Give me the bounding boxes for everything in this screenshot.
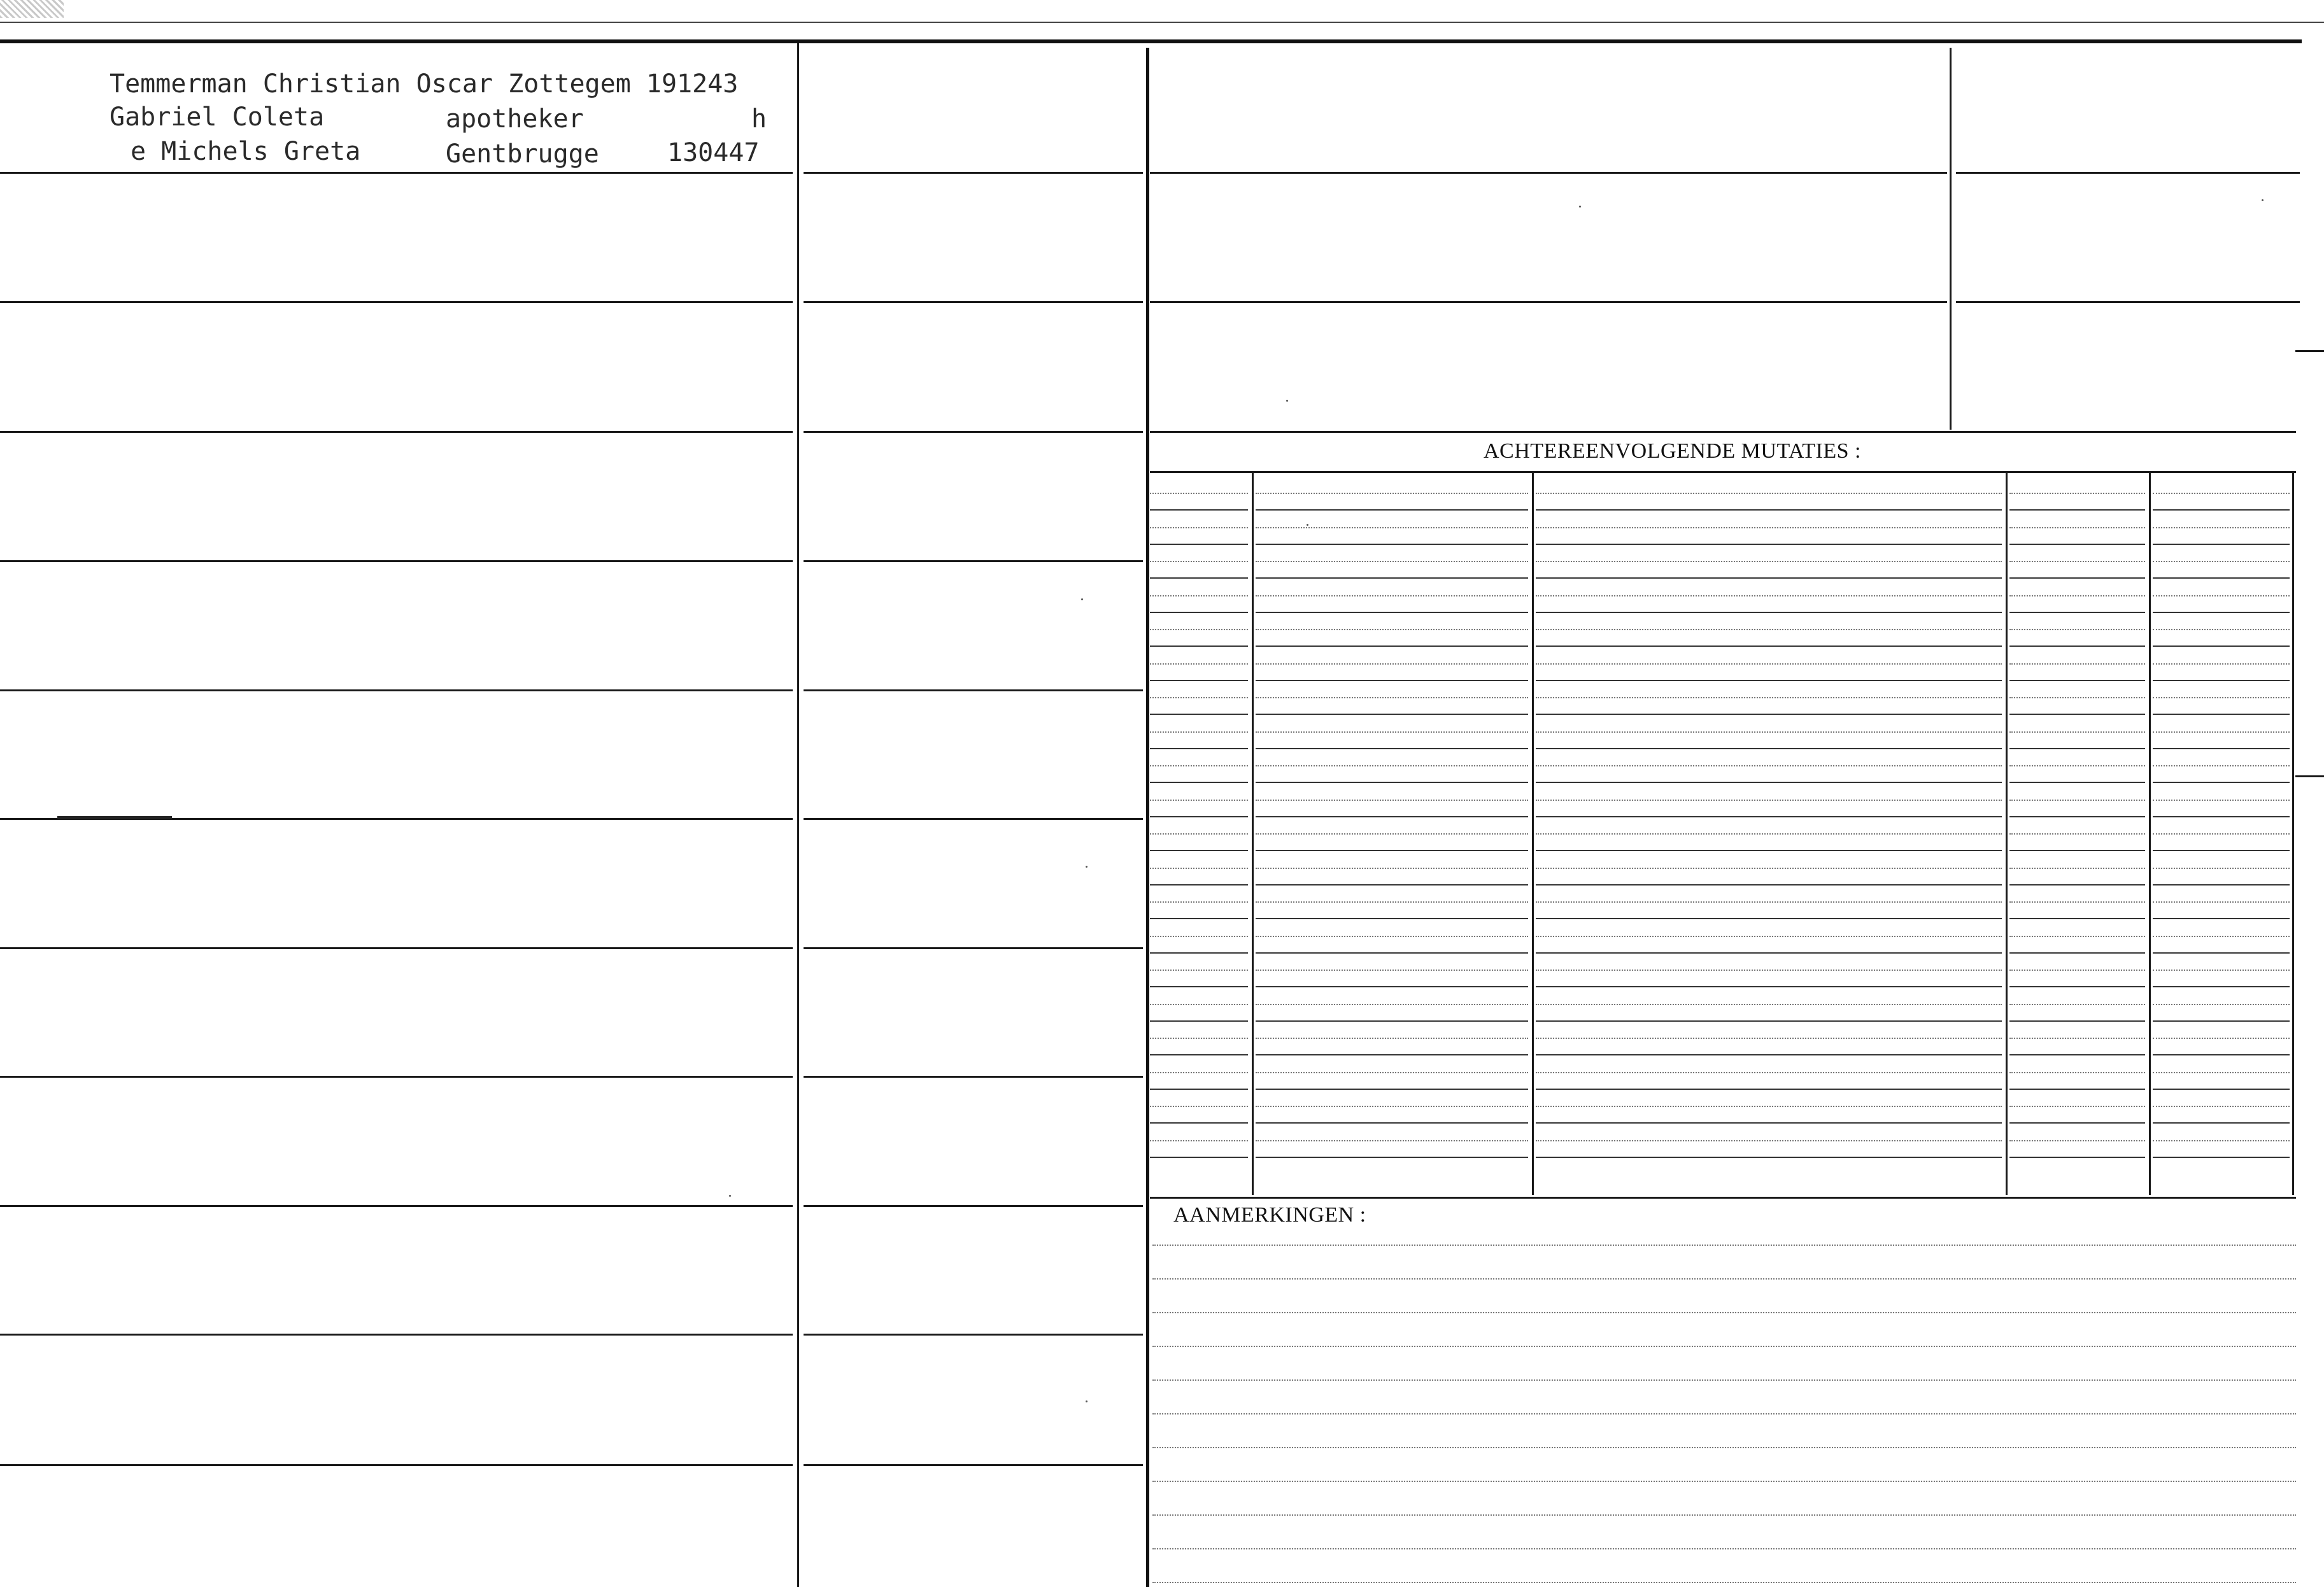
mutaties-row-line — [2153, 850, 2290, 851]
speck — [1579, 206, 1581, 208]
middle-row-line — [804, 1334, 1143, 1336]
speck — [2262, 199, 2264, 201]
mutaties-heading: ACHTEREENVOLGENDE MUTATIES : — [1484, 439, 1861, 463]
record-second-spouse: e Michels Greta — [131, 137, 361, 166]
mutaties-row-line — [2009, 918, 2145, 919]
mutaties-dotted-line — [2009, 1038, 2145, 1039]
mutaties-dotted-line — [1256, 629, 1528, 630]
mutaties-row-line — [1536, 680, 2002, 681]
mutaties-dotted-line — [1150, 1004, 1248, 1005]
mutaties-dotted-line — [1256, 800, 1528, 801]
mutaties-dotted-line — [2009, 765, 2145, 766]
mutaties-dotted-line — [1256, 527, 1528, 528]
mutaties-row-line — [1150, 544, 1248, 545]
mutaties-dotted-line — [2153, 1140, 2290, 1141]
mutaties-dotted-line — [1536, 936, 2002, 937]
mutaties-dotted-line — [1536, 765, 2002, 766]
mutaties-dotted-line — [1536, 663, 2002, 665]
mutaties-row-line — [1536, 884, 2002, 885]
mutaties-dotted-line — [2153, 970, 2290, 971]
mutaties-dotted-line — [2153, 901, 2290, 903]
mutaties-row-line — [1256, 1089, 1528, 1090]
mutaties-dotted-line — [2009, 493, 2145, 494]
mutaties-row-line — [2009, 680, 2145, 681]
mutaties-right-border — [2292, 472, 2294, 1195]
mutaties-row-line — [2153, 680, 2290, 681]
mutaties-dotted-line — [1256, 970, 1528, 971]
scan-corner-mark — [0, 0, 64, 18]
mutaties-dotted-line — [1536, 561, 2002, 562]
mutaties-dotted-line — [1150, 731, 1248, 733]
mutaties-row-line — [2009, 748, 2145, 749]
mutaties-row-line — [2009, 714, 2145, 715]
mutaties-dotted-line — [1256, 731, 1528, 733]
mutaties-dotted-line — [1256, 663, 1528, 665]
mutaties-row-line — [1150, 645, 1248, 647]
speck — [1081, 598, 1083, 600]
mutaties-dotted-line — [1256, 697, 1528, 698]
mutaties-row-line — [2153, 1157, 2290, 1158]
mutaties-row-line — [1150, 850, 1248, 851]
mutaties-row-line — [1150, 748, 1248, 749]
right-row-line — [1956, 301, 2300, 303]
mutaties-row-line — [2153, 1054, 2290, 1055]
mutaties-row-line — [1256, 952, 1528, 954]
aanmerkingen-line — [1152, 1582, 2296, 1583]
mutaties-dotted-line — [1256, 936, 1528, 937]
mutaties-dotted-line — [1256, 1140, 1528, 1141]
mutaties-row-line — [2009, 645, 2145, 647]
mutaties-row-line — [2009, 884, 2145, 885]
mutaties-dotted-line — [2009, 629, 2145, 630]
mutaties-row-line — [1150, 714, 1248, 715]
mutaties-row-line — [1150, 680, 1248, 681]
stray-pen-mark — [57, 816, 172, 819]
speck — [1307, 524, 1308, 526]
speck — [1286, 400, 1288, 402]
mutaties-dotted-line — [2009, 901, 2145, 903]
right-row-line — [1150, 301, 1947, 303]
mutaties-dotted-line — [2009, 1106, 2145, 1107]
mutaties-row-line — [2009, 782, 2145, 783]
mutaties-dotted-line — [1256, 1004, 1528, 1005]
mutaties-dotted-line — [2153, 1106, 2290, 1107]
mutaties-row-line — [2153, 544, 2290, 545]
mutaties-column-divider — [2149, 472, 2151, 1195]
top-thin-border — [0, 22, 2324, 23]
mutaties-dotted-line — [1150, 936, 1248, 937]
mutaties-dotted-line — [1150, 697, 1248, 698]
mutaties-row-line — [2153, 645, 2290, 647]
right-row-line — [1150, 172, 1947, 174]
top-thick-border — [0, 39, 2302, 43]
middle-row-line — [804, 560, 1143, 562]
mutaties-dotted-line — [1150, 800, 1248, 801]
mutaties-dotted-line — [1536, 800, 2002, 801]
mutaties-dotted-line — [1150, 527, 1248, 528]
mutaties-row-line — [1536, 612, 2002, 613]
mutaties-row-line — [1536, 1157, 2002, 1158]
mutaties-dotted-line — [1150, 868, 1248, 869]
mutaties-row-line — [1256, 816, 1528, 817]
mutaties-row-line — [1536, 782, 2002, 783]
mutaties-row-line — [2153, 714, 2290, 715]
mutaties-dotted-line — [2153, 527, 2290, 528]
right-edge-tick — [2295, 775, 2324, 777]
left-row-line — [0, 172, 793, 174]
mutaties-dotted-line — [1150, 1106, 1248, 1107]
mutaties-row-line — [1150, 816, 1248, 817]
mutaties-row-line — [1536, 544, 2002, 545]
mutaties-dotted-line — [1536, 1140, 2002, 1141]
mutaties-row-line — [2009, 816, 2145, 817]
mutaties-row-line — [2009, 544, 2145, 545]
aanmerkingen-line — [1152, 1278, 2296, 1280]
mutaties-row-line — [2153, 884, 2290, 885]
mutaties-column-divider — [1532, 472, 1534, 1195]
mutaties-row-line — [1150, 1157, 1248, 1158]
aanmerkingen-line — [1152, 1447, 2296, 1448]
mutaties-dotted-line — [1256, 868, 1528, 869]
mutaties-dotted-line — [1536, 1038, 2002, 1039]
mutaties-dotted-line — [2153, 731, 2290, 733]
mutaties-dotted-line — [1150, 493, 1248, 494]
record-code: h — [751, 104, 767, 134]
mutaties-dotted-line — [1150, 1140, 1248, 1141]
mutaties-top-line — [1150, 431, 2296, 433]
mutaties-dotted-line — [1150, 663, 1248, 665]
mutaties-row-line — [1256, 612, 1528, 613]
mutaties-dotted-line — [2009, 731, 2145, 733]
mutaties-dotted-line — [1536, 970, 2002, 971]
mutaties-row-line — [2153, 816, 2290, 817]
mutaties-row-line — [1256, 748, 1528, 749]
mutaties-row-line — [1536, 952, 2002, 954]
mutaties-dotted-line — [1150, 970, 1248, 971]
mutaties-row-line — [2153, 986, 2290, 987]
mutaties-dotted-line — [1150, 1038, 1248, 1039]
aanmerkingen-line — [1152, 1514, 2296, 1516]
mutaties-dotted-line — [1150, 765, 1248, 766]
mutaties-row-line — [2009, 1054, 2145, 1055]
mutaties-dotted-line — [2009, 1140, 2145, 1141]
mutaties-row-line — [1150, 782, 1248, 783]
mutaties-row-line — [1536, 918, 2002, 919]
mutaties-dotted-line — [1150, 901, 1248, 903]
mutaties-row-line — [2153, 577, 2290, 579]
mutaties-row-line — [1150, 1089, 1248, 1090]
left-row-line — [0, 1076, 793, 1078]
aanmerkingen-line — [1152, 1413, 2296, 1414]
aanmerkingen-line — [1152, 1548, 2296, 1549]
middle-row-line — [804, 431, 1143, 433]
left-row-line — [0, 560, 793, 562]
mutaties-dotted-line — [2009, 1072, 2145, 1073]
speck — [729, 1195, 731, 1197]
mutaties-column-divider — [2006, 472, 2008, 1195]
mutaties-dotted-line — [2153, 936, 2290, 937]
mutaties-row-line — [1256, 1122, 1528, 1124]
mutaties-dotted-line — [2153, 1038, 2290, 1039]
mutaties-dotted-line — [2009, 663, 2145, 665]
right-row-line — [1956, 172, 2300, 174]
mutaties-row-line — [1256, 986, 1528, 987]
mutaties-dotted-line — [1536, 1106, 2002, 1107]
mutaties-dotted-line — [1256, 595, 1528, 596]
mutaties-dotted-line — [1150, 629, 1248, 630]
mutaties-row-line — [1256, 544, 1528, 545]
mutaties-dotted-line — [2153, 493, 2290, 494]
aanmerkingen-line — [1152, 1346, 2296, 1347]
mutaties-dotted-line — [1256, 493, 1528, 494]
middle-row-line — [804, 301, 1143, 303]
mutaties-dotted-line — [1536, 901, 2002, 903]
mutaties-row-line — [1536, 714, 2002, 715]
mutaties-row-line — [1536, 748, 2002, 749]
left-row-line — [0, 947, 793, 949]
mutaties-row-line — [1536, 645, 2002, 647]
mutaties-row-line — [1150, 884, 1248, 885]
mutaties-dotted-line — [1536, 833, 2002, 835]
mutaties-dotted-line — [1150, 561, 1248, 562]
mutaties-bottom-line — [1150, 1197, 2296, 1199]
mutaties-row-line — [2153, 509, 2290, 511]
record-line-1: Temmerman Christian Oscar Zottegem 191243 — [110, 69, 739, 99]
mutaties-dotted-line — [1256, 901, 1528, 903]
mutaties-dotted-line — [2153, 833, 2290, 835]
mutaties-row-line — [2153, 612, 2290, 613]
mutaties-dotted-line — [2153, 868, 2290, 869]
mutaties-row-line — [1256, 509, 1528, 511]
record-place: Gentbrugge — [446, 139, 599, 169]
aanmerkingen-line — [1152, 1481, 2296, 1482]
mutaties-dotted-line — [2153, 1072, 2290, 1073]
record-date: 130447 — [667, 138, 760, 167]
mutaties-header-line — [1150, 471, 2296, 473]
middle-row-line — [804, 1205, 1143, 1207]
mutaties-dotted-line — [1256, 1106, 1528, 1107]
aanmerkingen-heading: AANMERKINGEN : — [1173, 1203, 1366, 1227]
mutaties-row-line — [1256, 577, 1528, 579]
mutaties-dotted-line — [2153, 595, 2290, 596]
mutaties-dotted-line — [1256, 1072, 1528, 1073]
mutaties-dotted-line — [2009, 936, 2145, 937]
mutaties-row-line — [1536, 1020, 2002, 1022]
mutaties-dotted-line — [2153, 800, 2290, 801]
mutaties-dotted-line — [2009, 868, 2145, 869]
mutaties-column-divider — [1252, 472, 1254, 1195]
middle-row-line — [804, 689, 1143, 691]
mutaties-row-line — [1536, 816, 2002, 817]
mutaties-dotted-line — [2009, 527, 2145, 528]
mutaties-dotted-line — [2009, 561, 2145, 562]
mutaties-dotted-line — [1150, 833, 1248, 835]
mutaties-row-line — [2009, 1157, 2145, 1158]
mutaties-dotted-line — [1256, 561, 1528, 562]
mutaties-dotted-line — [1256, 1038, 1528, 1039]
mutaties-dotted-line — [1256, 765, 1528, 766]
mutaties-row-line — [2009, 1089, 2145, 1090]
mutaties-row-line — [1536, 986, 2002, 987]
middle-row-line — [804, 1076, 1143, 1078]
middle-row-line — [804, 172, 1143, 174]
middle-row-line — [804, 818, 1143, 820]
mutaties-row-line — [2153, 918, 2290, 919]
mutaties-row-line — [1536, 509, 2002, 511]
mutaties-dotted-line — [1536, 493, 2002, 494]
mutaties-row-line — [2153, 1122, 2290, 1124]
mutaties-dotted-line — [2009, 595, 2145, 596]
mutaties-dotted-line — [1150, 1072, 1248, 1073]
record-spouse-name: Gabriel Coleta — [110, 102, 325, 132]
mutaties-dotted-line — [1536, 731, 2002, 733]
center-column-divider — [1146, 48, 1149, 1587]
mutaties-row-line — [1256, 782, 1528, 783]
mutaties-dotted-line — [2009, 1004, 2145, 1005]
mutaties-row-line — [1256, 918, 1528, 919]
mutaties-dotted-line — [2009, 970, 2145, 971]
mutaties-dotted-line — [2153, 663, 2290, 665]
mutaties-row-line — [2009, 1020, 2145, 1022]
mutaties-row-line — [1256, 645, 1528, 647]
left-row-line — [0, 1205, 793, 1207]
mutaties-dotted-line — [2153, 561, 2290, 562]
left-row-line — [0, 431, 793, 433]
mutaties-row-line — [1256, 680, 1528, 681]
mutaties-row-line — [2009, 612, 2145, 613]
mutaties-row-line — [2009, 986, 2145, 987]
mutaties-dotted-line — [1536, 1004, 2002, 1005]
left-row-line — [0, 301, 793, 303]
mutaties-dotted-line — [2009, 833, 2145, 835]
mutaties-dotted-line — [1536, 629, 2002, 630]
mutaties-row-line — [1150, 1122, 1248, 1124]
mutaties-row-line — [2153, 748, 2290, 749]
mutaties-row-line — [1256, 1157, 1528, 1158]
mutaties-dotted-line — [1150, 595, 1248, 596]
mutaties-row-line — [2009, 577, 2145, 579]
mutaties-row-line — [2009, 850, 2145, 851]
left-column-divider — [797, 43, 799, 1587]
speck — [1086, 1400, 1088, 1402]
mutaties-row-line — [1536, 1122, 2002, 1124]
mutaties-dotted-line — [1536, 527, 2002, 528]
mutaties-row-line — [1256, 884, 1528, 885]
left-row-line — [0, 689, 793, 691]
mutaties-row-line — [2153, 952, 2290, 954]
mutaties-row-line — [1256, 1020, 1528, 1022]
mutaties-row-line — [1150, 577, 1248, 579]
mutaties-dotted-line — [2153, 697, 2290, 698]
mutaties-row-line — [1536, 1054, 2002, 1055]
mutaties-row-line — [1256, 714, 1528, 715]
mutaties-row-line — [2009, 509, 2145, 511]
mutaties-row-line — [2153, 1089, 2290, 1090]
middle-row-line — [804, 1464, 1143, 1466]
mutaties-dotted-line — [1536, 697, 2002, 698]
mutaties-dotted-line — [1536, 1072, 2002, 1073]
mutaties-row-line — [1150, 1054, 1248, 1055]
mutaties-dotted-line — [2009, 697, 2145, 698]
mutaties-row-line — [1256, 850, 1528, 851]
aanmerkingen-line — [1152, 1312, 2296, 1313]
right-edge-tick — [2295, 350, 2324, 352]
mutaties-row-line — [1150, 509, 1248, 511]
mutaties-row-line — [1150, 1020, 1248, 1022]
mutaties-row-line — [1150, 986, 1248, 987]
mutaties-row-line — [1150, 612, 1248, 613]
mutaties-row-line — [2153, 782, 2290, 783]
mutaties-row-line — [1536, 1089, 2002, 1090]
mutaties-dotted-line — [1256, 833, 1528, 835]
mutaties-row-line — [1256, 1054, 1528, 1055]
mutaties-row-line — [2009, 952, 2145, 954]
mutaties-row-line — [2009, 1122, 2145, 1124]
middle-row-line — [804, 947, 1143, 949]
mutaties-row-line — [1536, 577, 2002, 579]
aanmerkingen-line — [1152, 1379, 2296, 1381]
record-occupation: apotheker — [446, 104, 584, 134]
mutaties-row-line — [1536, 850, 2002, 851]
left-row-line — [0, 1334, 793, 1336]
mutaties-row-line — [2153, 1020, 2290, 1022]
right-upper-divider — [1950, 48, 1952, 430]
mutaties-dotted-line — [1536, 595, 2002, 596]
mutaties-dotted-line — [2153, 765, 2290, 766]
mutaties-dotted-line — [2153, 629, 2290, 630]
mutaties-dotted-line — [2153, 1004, 2290, 1005]
mutaties-row-line — [1150, 918, 1248, 919]
mutaties-dotted-line — [2009, 800, 2145, 801]
aanmerkingen-line — [1152, 1245, 2296, 1246]
left-row-line — [0, 1464, 793, 1466]
mutaties-row-line — [1150, 952, 1248, 954]
mutaties-dotted-line — [1536, 868, 2002, 869]
speck — [1086, 866, 1088, 868]
